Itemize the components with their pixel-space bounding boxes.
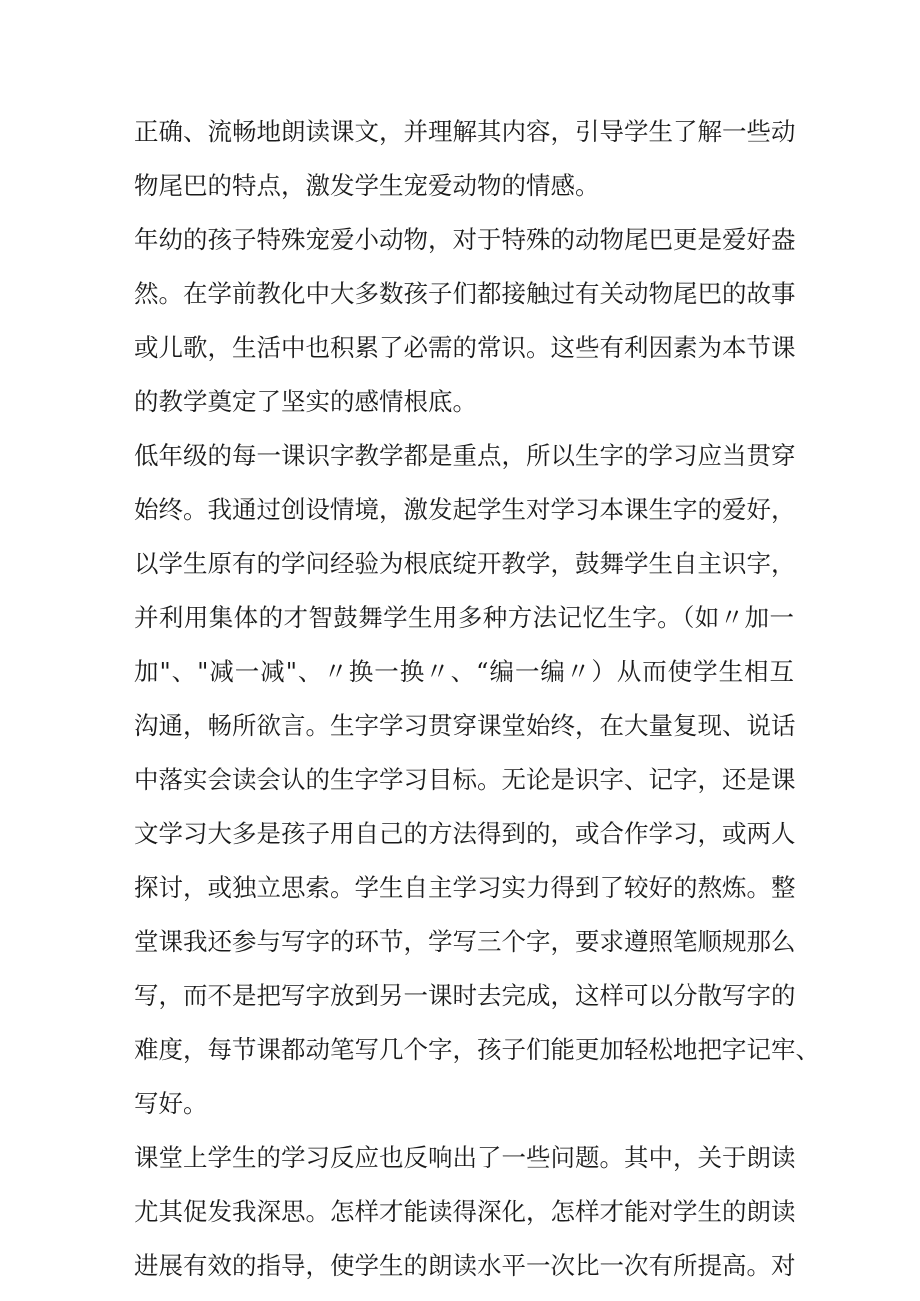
text-line: 以学生原有的学问经验为根底绽开教学，鼓舞学生自主识字， [134,549,796,578]
text-line: 年幼的孩子特殊宠爱小动物，对于特殊的动物尾巴更是爱好盎 [134,225,796,254]
paragraph-2 [134,213,794,429]
text-line: 并利用集体的才智鼓舞学生用多种方法记忆生字。（如〃加一 [134,603,794,632]
text-line: 中落实会读会认的生字学习目标。无论是识字、记字，还是课 [134,765,796,794]
text-line: 低年级的每一课识字教学都是重点，所以生字的学习应当贯穿 [134,441,796,470]
text-line: 沟通，畅所欲言。生字学习贯穿课堂始终，在大量复现、说话 [134,711,796,740]
text-line: 难度，每节课都动笔写几个字，孩子们能更加轻松地把字记牢、 [134,1035,820,1064]
paragraph-1 [134,105,794,213]
paragraph-3 [134,429,820,1131]
text-line: 文学习大多是孩子用自己的方法得到的，或合作学习，或两人 [134,819,796,848]
text-line: 或儿歌，生活中也积累了必需的常识。这些有利因素为本节课 [134,333,796,362]
text-line: 课堂上学生的学习反应也反响出了一些问题。其中，关于朗读 [134,1143,796,1172]
text-line: 始终。我通过创设情境，激发起学生对学习本课生字的爱好， [134,495,796,524]
text-line: 尤其促发我深思。怎样才能读得深化，怎样才能对学生的朗读 [134,1197,796,1226]
text-line: 物尾巴的特点，激发学生宠爱动物的情感。 [134,171,600,200]
text-line: 进展有效的指导，使学生的朗读水平一次比一次有所提高。对 [134,1251,796,1280]
text-line: 堂课我还参与写字的环节，学写三个字，要求遵照笔顺规那么 [134,927,796,956]
text-line: 正确、流畅地朗读课文，并理解其内容，引导学生了解一些动 [134,117,796,146]
text-line: 探讨，或独立思索。学生自主学习实力得到了较好的熬炼。整 [134,873,796,902]
text-line: 写，而不是把写字放到另一课时去完成，这样可以分散写字的 [134,981,796,1010]
text-line: 写好。 [134,1089,208,1118]
paragraph-4 [134,1131,794,1293]
document-body [134,105,820,1293]
text-line: 然。在学前教化中大多数孩子们都接触过有关动物尾巴的故事 [134,279,796,308]
text-line: 的教学奠定了坚实的感情根底。 [134,387,477,416]
text-line: 加"、"减一减"、〃换一换〃、“编一编〃）从而使学生相互 [134,657,794,686]
